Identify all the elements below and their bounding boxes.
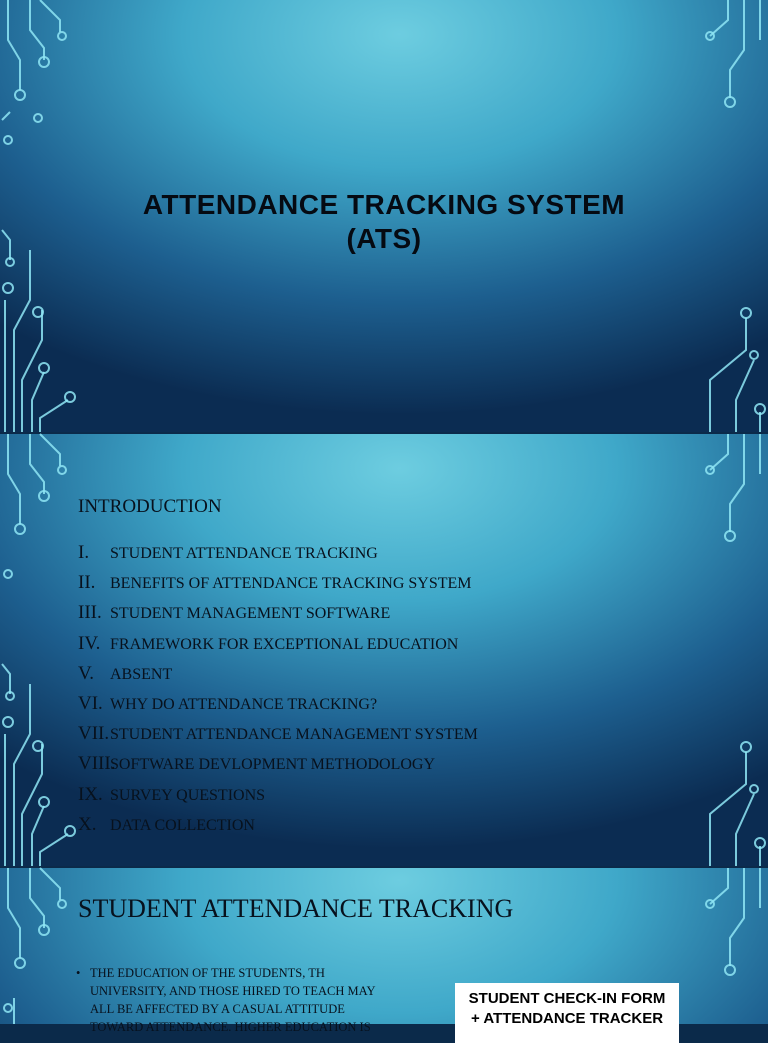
- toc-text: ABSENT: [110, 665, 173, 683]
- toc-number: V.: [78, 662, 95, 684]
- check-in-form-card: [455, 983, 679, 1043]
- circuit-decoration-left: [0, 434, 80, 866]
- toc-text: BENEFITS OF ATTENDANCE TRACKING SYSTEM: [110, 575, 472, 593]
- title-line-1: ATTENDANCE TRACKING SYSTEM: [142, 189, 626, 220]
- toc-number: VII.: [78, 723, 110, 745]
- introduction-slide: [0, 434, 768, 866]
- toc-number: II.: [78, 572, 96, 594]
- toc-text: STUDENT MANAGEMENT SOFTWARE: [110, 605, 391, 623]
- title-line-2: (ATS): [346, 223, 422, 254]
- bullet-icon: •: [76, 966, 81, 980]
- toc-text: FRAMEWORK FOR EXCEPTIONAL EDUCATION: [110, 635, 459, 653]
- presentation-title: [0, 188, 768, 256]
- circuit-decoration-left: [0, 868, 80, 1024]
- circuit-decoration-right: [708, 434, 768, 866]
- slide-title: STUDENT ATTENDANCE TRACKING: [78, 894, 514, 923]
- toc-number: IX.: [78, 783, 103, 805]
- card-line-2: + ATTENDANCE TRACKER: [470, 1010, 664, 1027]
- student-attendance-slide: [0, 868, 768, 1034]
- toc-number: III.: [78, 602, 102, 624]
- title-slide: [0, 0, 768, 432]
- toc-text: STUDENT ATTENDANCE TRACKING: [110, 545, 378, 562]
- toc-number: I.: [78, 542, 90, 563]
- card-line-1: STUDENT CHECK-IN FORM: [468, 990, 666, 1007]
- toc-text: SURVEY QUESTIONS: [110, 786, 266, 804]
- toc-text: WHY DO ATTENDANCE TRACKING?: [110, 695, 378, 713]
- toc-number: X.: [78, 813, 97, 835]
- toc-number: VI.: [78, 692, 103, 714]
- bullet-text: THE EDUCATION OF THE STUDENTS, TH UNIVERSITY, AND THOSE HIRED TO TEACH MAY ALL BE AFFECTED BY A CASUAL ATTITUDE TOWARD ATTENDANCE. HIGHER EDUCATION IS: [90, 966, 376, 1034]
- toc-number: IV.: [78, 632, 101, 654]
- toc-text: DATA COLLECTION: [110, 816, 255, 834]
- circuit-decoration-right: [708, 868, 768, 1024]
- toc-text: SOFTWARE DEVLOPMENT METHODOLOGY: [110, 756, 436, 774]
- toc-text: STUDENT ATTENDANCE MANAGEMENT SYSTEM: [110, 726, 478, 744]
- introduction-heading: INTRODUCTION: [78, 496, 222, 517]
- bullet-paragraph: [76, 964, 386, 1036]
- toc-number: VIII.: [78, 753, 116, 775]
